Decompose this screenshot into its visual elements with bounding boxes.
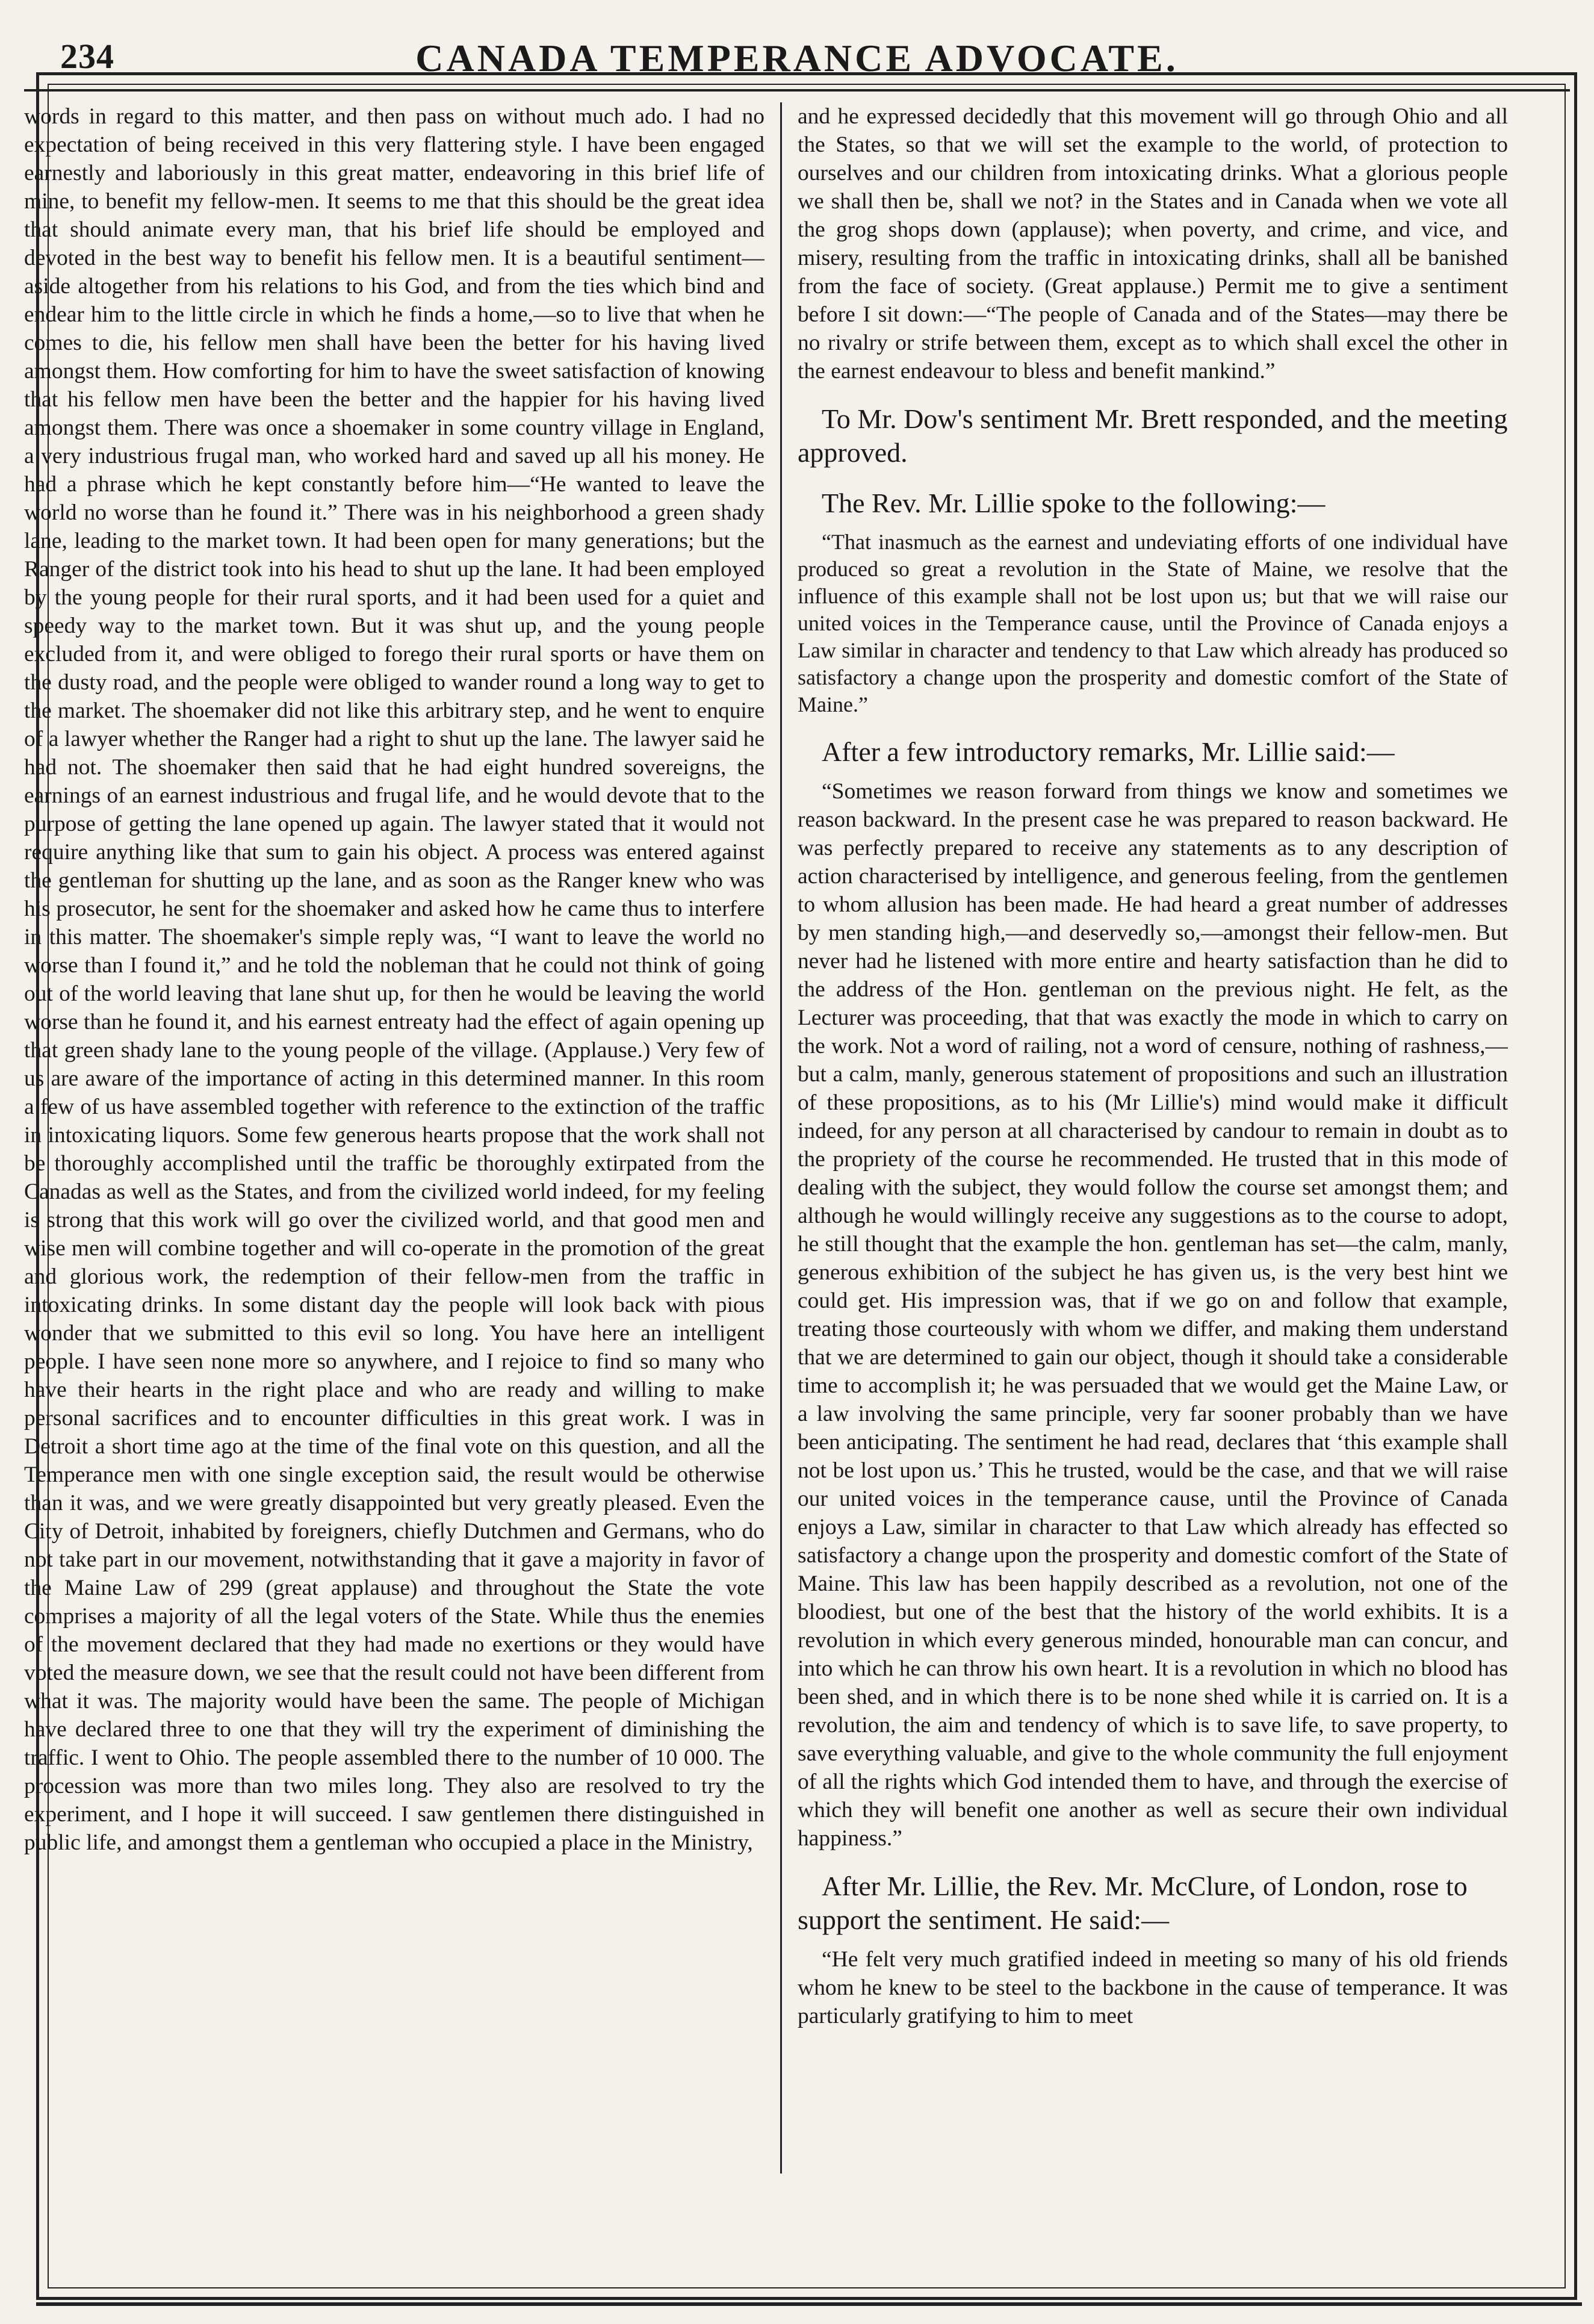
masthead-title: CANADA TEMPERANCE ADVOCATE. <box>415 37 1179 79</box>
mcclure-heading: After Mr. Lillie, the Rev. Mr. McClure, of London, rose to support the sentiment. He said:— <box>798 1871 1468 1935</box>
page-number: 234 <box>60 37 114 76</box>
lillie-heading: The Rev. Mr. Lillie spoke to the following:— <box>822 488 1326 518</box>
lillie-resolution: “That inasmuch as the earnest and undeviating efforts of one individual have produced so great a revolution in the State of Maine, we resolve that the influence of this example shall not be lost upon us; but that we will raise our united voices in the Temperance cause, until the Province of Canada enjoys a Law similar in character and tendency to that Law which already has produced so satisfactory a change upon the prosperity and domestic comfort of the State of Maine.” <box>798 530 1508 716</box>
column-divider <box>780 102 782 2173</box>
page-header <box>24 36 1570 96</box>
dow-speech-conclusion: and he expressed decidedly that this movement will go through Ohio and all the States, so that we will set the example to the world, of protection to ourselves and our children from intoxicating drinks. What a glorious people we shall then be, shall we not? in the States and in Canada when we vote all the grog shops down (applause); when poverty, and crime, and vice, and misery, resulting from the traffic in intoxicating drinks, shall all be banished from the face of society. (Great applause.) Permit me to give a sentiment before I sit down:—“The people of Canada and of the States—may there be no rivalry or strife between them, except as to which shall excel the other in the earnest endeavour to bless and benefit mankind.” <box>798 104 1508 384</box>
lillie-remarks-heading: After a few introductory remarks, Mr. Lillie said:— <box>822 736 1395 767</box>
left-column <box>24 102 764 2173</box>
bottom-rule <box>36 2302 1582 2306</box>
header-rule <box>24 89 1570 92</box>
lillie-speech: “Sometimes we reason forward from things we know and sometimes we reason backward. In the present case he was prepared to reason backward. He was perfectly prepared to receive any statements as to any description of action characterised by intelligence, and generous feeling, from the gentlemen to whom allusion has been made. He had heard a great number of addresses by men standing high,—and deservedly so,—amongst their fellow-men. But never had he listened with more entire and hearty satisfaction than he did to the address of the Hon. gentleman on the previous night. He felt, as the Lecturer was proceeding, that that was exactly the mode in which to carry on the work. Not a word of railing, not a word of censure, nothing of rashness,—but a calm, manly, generous statement of propositions and such an illustration of these propositions, as to his (Mr Lillie's) mind would make it difficult indeed, for any person at all characterised by candour to remain in doubt as to the propriety of the course he recommended. He trusted that in this mode of dealing with the subject, they would follow the course set amongst them; and although he would willingly receive any suggestions as to the course to adopt, he still thought that the example the hon. gentleman has set—the calm, manly, generous exhibition of the subject he has given us, is the very best hint we could get. His impression was, that if we go on and follow that example, treating those courteously with whom we differ, and making them understand that we are determined to gain our object, though it should take a considerable time to accomplish it; he was persuaded that we would get the Maine Law, or a law involving the same principle, very far sooner probably than we have been anticipating. The sentiment he had read, declares that ‘this example shall not be lost upon us.’ This he trusted, would be the case, and that we will raise our united voices in the temperance cause, until the Province of Canada enjoys a Law, similar in character to that Law which already has effected so satisfactory a change upon the prosperity and domestic comfort of the State of Maine. This law has been happily described as a revolution, not one of the bloodiest, but one of the best that the history of the world exhibits. It is a revolution in which every generous minded, honourable man can concur, and into which he can throw his own heart. It is a revolution in which no blood has been shed, and in which there is to be none shed while it is carried on. It is a revolution, the aim and tendency of which is to save life, to save property, to save everything valuable, and give to the whole community the full enjoyment of all the rights which God intended them to have, and through the exercise of which they will benefit one another as well as secure their own individual happiness.” <box>798 779 1508 1851</box>
mcclure-speech: “He felt very much gratified indeed in meeting so many of his old friends whom he knew to be steel to the backbone in the cause of temperance. It was particularly gratifying to him to meet <box>798 1947 1508 2028</box>
right-column <box>798 102 1508 2173</box>
brett-response-heading: To Mr. Dow's sentiment Mr. Brett responded, and the meeting approved. <box>798 403 1508 468</box>
left-column-text: words in regard to this matter, and then pass on without much ado. I had no expectation of being received in this very flattering style. I have been engaged earnestly and laboriously in this great matter, endeavoring in this brief life of mine, to benefit my fellow-men. It seems to me that this should be the great idea that should animate every man, that his brief life should be employed and devoted in the best way to benefit his fellow men. It is a beautiful sentiment—aside altogether from his relations to his God, and from the ties which bind and endear him to the little circle in which he finds a home,—so to live that when he comes to die, his fellow men shall have been the better for his having lived amongst them. How comforting for him to have the sweet satisfaction of knowing that his fellow men have been the better and the happier for his having lived amongst them. There was once a shoemaker in some country village in England, a very industrious frugal man, who worked hard and saved up all his money. He had a phrase which he kept constantly before him—“He wanted to leave the world no worse than he found it.” There was in his neighborhood a green shady lane, leading to the market town. It had been open for many generations; but the Ranger of the district took into his head to shut up the lane. It had been employed by the young people for their rural sports, and it had been used for a quiet and speedy way to the market town. But it was shut up, and the young people excluded from it, and were obliged to forego their rural sports or have them on the dusty road, and the people were obliged to wander round a long way to get to the market. The shoemaker did not like this arbitrary step, and he went to enquire of a lawyer whether the Ranger had a right to shut up the lane. The lawyer said he had not. The shoemaker then said that he had eight hundred sovereigns, the earnings of an earnest industrious and frugal life, and he would devote that to the purpose of getting the lane opened up again. The lawyer stated that it would not require anything like that sum to gain his object. A process was entered against the gentleman for shutting up the lane, and as soon as the Ranger knew who was his prosecutor, he sent for the shoemaker and asked how he came thus to interfere in this matter. The shoemaker's simple reply was, “I want to leave the world no worse than I found it,” and he told the nobleman that he could not think of going out of the world leaving that lane shut up, for then he would be leaving the world worse than he found it, and his earnest entreaty had the effect of again opening up that green shady lane to the young people of the village. (Applause.) Very few of us are aware of the importance of acting in this determined manner. In this room a few of us have assembled together with reference to the extinction of the traffic in intoxicating liquors. Some few generous hearts propose that the work shall not be thoroughly accomplished until the traffic be thoroughly extirpated from the Canadas as well as the States, and from the civilized world indeed, for my feeling is strong that this work will go over the civilized world, and that good men and wise men will combine together and will co-operate in the promotion of the great and glorious work, the redemption of their fellow-men from the traffic in intoxicating drinks. In some distant day the people will look back with pious wonder that we submitted to this evil so long. You have here an intelligent people. I have seen none more so anywhere, and I rejoice to find so many who have their hearts in the right place and who are ready and willing to make personal sacrifices and to encounter difficulties in this great work. I was in Detroit a short time ago at the time of the final vote on this question, and all the Temperance men with one single exception said, the result would be otherwise than it was, and we were greatly disappointed but very greatly pleased. Even the City of Detroit, inhabited by foreigners, chiefly Dutchmen and Germans, who do not take part in our movement, notwithstanding that it gave a majority in favor of the Maine Law of 299 (great applause) and throughout the State the vote comprises a majority of all the legal voters of the State. While thus the enemies of the movement declared that they had made no exertions or they would have voted the measure down, we see that the result could not have been different from what it was. The majority would have been the same. The people of Michigan have declared three to one that they will try the experiment of diminishing the traffic. I went to Ohio. The people assembled there to the number of 10 000. The procession was more than two miles long. They also are resolved to try the experiment, and I hope it will succeed. I saw gentlemen there distinguished in public life, and amongst them a gentleman who occupied a place in the Ministry, <box>24 104 764 1855</box>
